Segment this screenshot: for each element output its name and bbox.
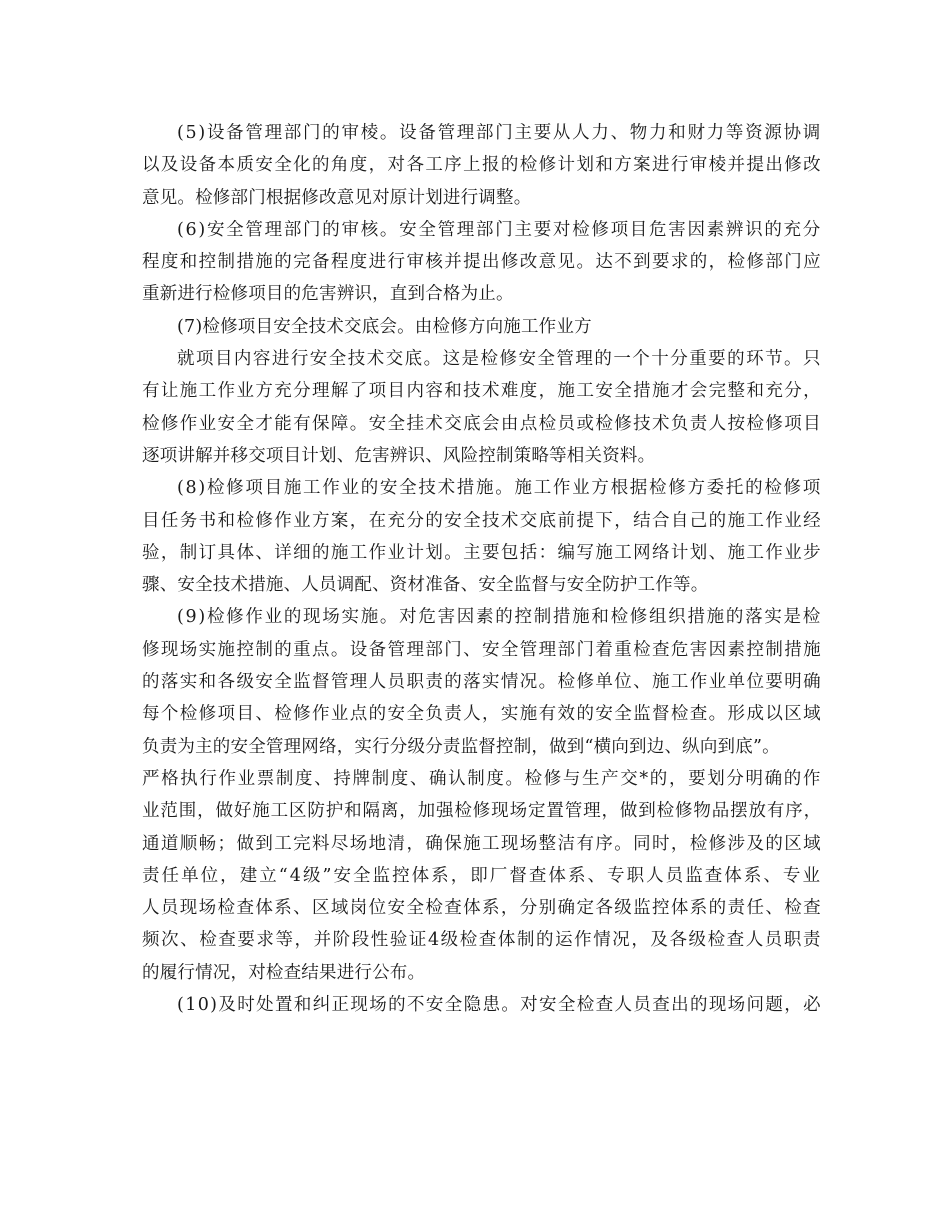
paragraph-first-line: (5)设备管理部门的审棱。设备管理部门主要从人力、物力和财力等资源协调 (177, 123, 822, 143)
paragraph-first-line: (10)及时处置和纠正现场的不安全隐患。对安全检查人员查出的现场问题，必 (177, 995, 822, 1016)
paragraph-first-line: (9)检修作业的现场实施。对危害因素的控制措施和检修组织措施的落实是检 (177, 607, 822, 628)
paragraph-line: 有让施工作业方充分理解了项目内容和技术难度，施工安全措施才会完整和充分， (142, 381, 822, 402)
document-body (142, 117, 822, 1021)
paragraph-line: 骤、安全技术措施、人员调配、资材准备、安全监督与安全防护工作等。 (142, 575, 709, 596)
paragraph-first-line: (6)安全管理部门的审核。安全管理部门主要对检修项目危害因素辨识的充分 (177, 219, 822, 240)
paragraph-line: 以及设备本质安全化的角度，对各工序上报的检修计划和方案进行审棱并提出修改 (142, 155, 822, 176)
paragraph-line: 频次、检查要求等，并阶段性验证4级检查体制的运作情况，及各级检查人员职责 (142, 930, 822, 951)
paragraph-line: 逐项讲解并移交项目计划、危害辨识、风险控制策略等相关资料。 (142, 445, 656, 466)
paragraph-line: 修现场实施控制的重点。设备管理部门、安全管理部门着重检查危害因素控制措施 (142, 639, 822, 660)
paragraph-line: 程度和控制措施的完备程度进行审核并提出修改意见。达不到要求的，检修部门应 (142, 252, 822, 273)
paragraph-line: 意见。检修部门根据修改意见对原计划进行调整。 (142, 187, 532, 208)
paragraph-line: 业范围，做好施工区防护和隔离，加强检修现场定置管理，做到检修物品摆放有序， (142, 801, 822, 822)
paragraph-line: 重新进行检修项目的危害辨识，直到合格为止。 (142, 284, 514, 305)
paragraph-line: 检修作业安全才能有保障。安全挂术交底会由点检员或检修技术负责人按检修项目 (142, 413, 822, 434)
paragraph-line: 目任务书和检修作业方案，在充分的安全技术交底前提下，结合自己的施工作业经 (142, 510, 822, 531)
paragraph-first-line: (7)检修项目安全技术交底会。由检修方向施工作业方 (177, 316, 592, 337)
paragraph-line: 的落实和各级安全监督管理人员职责的落实情况。检修单位、施工作业单位要明确 (142, 672, 822, 693)
paragraph-line: 严格执行作业票制度、持牌制度、确认制度。检修与生产交*的，要划分明确的作 (142, 768, 822, 789)
paragraph-first-line: (8)检修项目施工作业的安全技术措施。施工作业方根据检修方委托的检修项 (177, 478, 822, 499)
paragraph-line: 每个检修项目、检修作业点的安全负责人，实施有效的安全监督检查。形成以区域 (142, 704, 822, 725)
paragraph-line: 验，制订具体、详细的施工作业计划。主要包括：编写施工网络计划、施工作业步 (142, 542, 822, 563)
paragraph-line: 人员现场检查体系、区域岗位安全检查体系，分别确定各级监控体系的责任、检查 (142, 898, 822, 919)
paragraph-first-line: 就项目内容进行安全技术交底。这是检修安全管理的一个十分重要的环节。只 (177, 349, 822, 370)
paragraph-line: 的履行情况，对检查结果进行公布。 (142, 962, 426, 983)
paragraph-line: 负责为主的安全管理网络，实行分级分责监督控制，做到“横向到边、纵向到底”。 (142, 736, 780, 757)
paragraph-line: 通道顺畅；做到工完料尽场地清，确保施工现场整洁有序。同时，检修涉及的区域 (142, 833, 822, 854)
paragraph-line: 责任单位，建立“4级”安全监控体系，即厂督查体系、专职人员监查体系、专业 (142, 865, 822, 886)
